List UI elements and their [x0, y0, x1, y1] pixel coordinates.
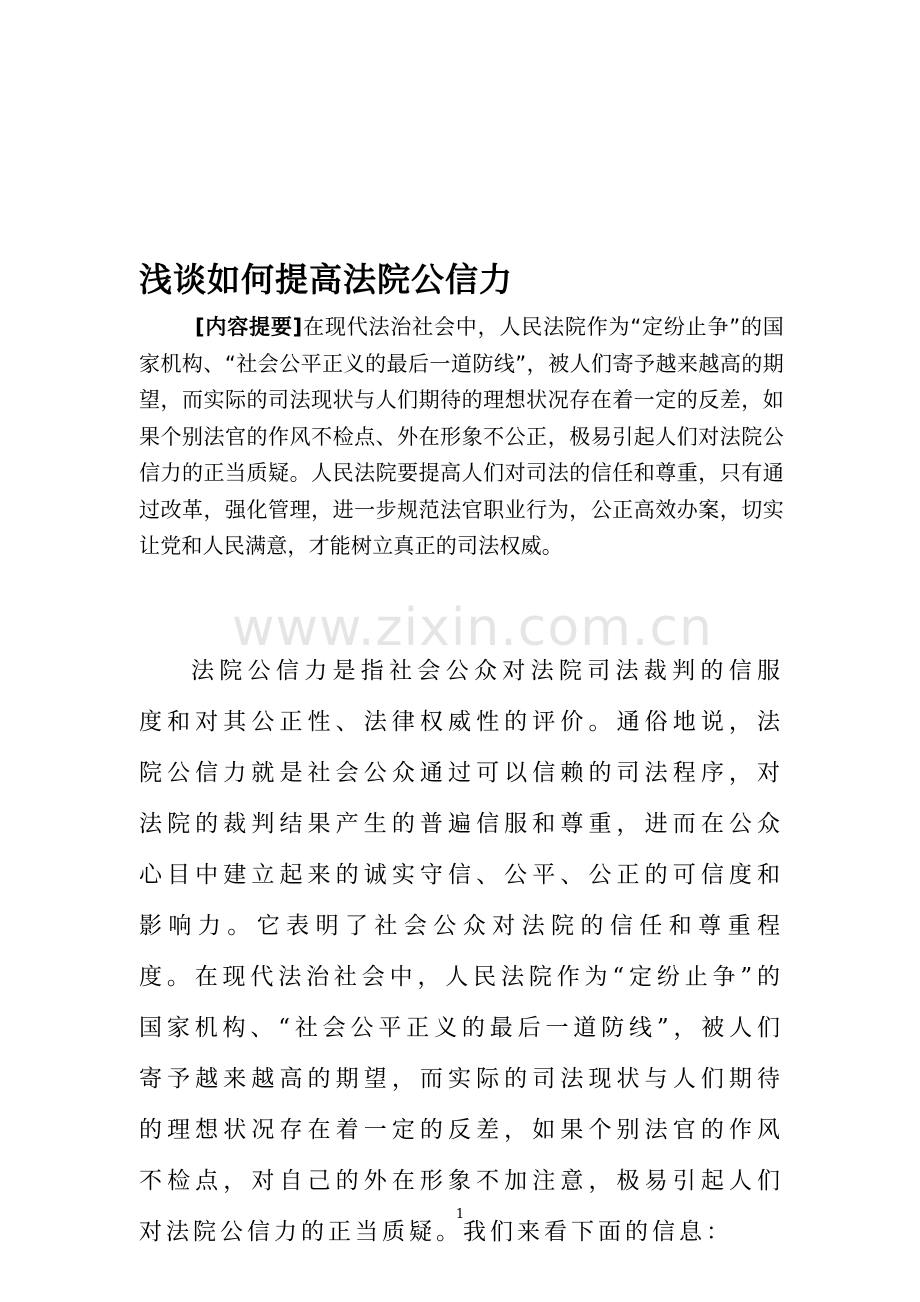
page-number: 1	[455, 1207, 465, 1222]
body-paragraph: 法院公信力是指社会公众对法院司法裁判的信服度和对其公正性、法律权威性的评价。通俗地说，法院公信力就是社会公众通过可以信赖的司法程序，对法院的裁判结果产生的普遍信服和尊重，进而在公众心目中建立起来的诚实守信、公平、公正的可信度和影响力。它表明了社会公众对法院的信任和尊重程度。在现代法治社会中，人民法院作为“定纷止争”的国家机构、“社会公平正义的最后一道防线”，被人们寄予越来越高的期望，而实际的司法现状与人们期待的理想状况存在着一定的反差，如果个别法官的作风不检点，对自己的外在形象不加注意，极易引起人们对法院公信力的正当质疑。我们来看下面的信息：	[139, 658, 784, 1245]
abstract-label: [内容提要]	[195, 315, 303, 339]
document-title: 浅谈如何提高法院公信力	[139, 260, 513, 299]
abstract-paragraph	[139, 309, 784, 565]
watermark-text: www.zixin.com.cn	[232, 598, 713, 658]
abstract-text: 在现代法治社会中，人民法院作为“定纷止争”的国家机构、“社会公平正义的最后一道防线”，被人们寄予越来越高的期望，而实际的司法现状与人们期待的理想状况存在着一定的反差，如果个别法官的作风不检点、外在形象不公正，极易引起人们对法院公信力的正当质疑。人民法院要提高人们对司法的信任和尊重，只有通过改革，强化管理，进一步规范法官职业行为，公正高效办案，切实让党和人民满意，才能树立真正的司法权威。	[139, 315, 784, 558]
